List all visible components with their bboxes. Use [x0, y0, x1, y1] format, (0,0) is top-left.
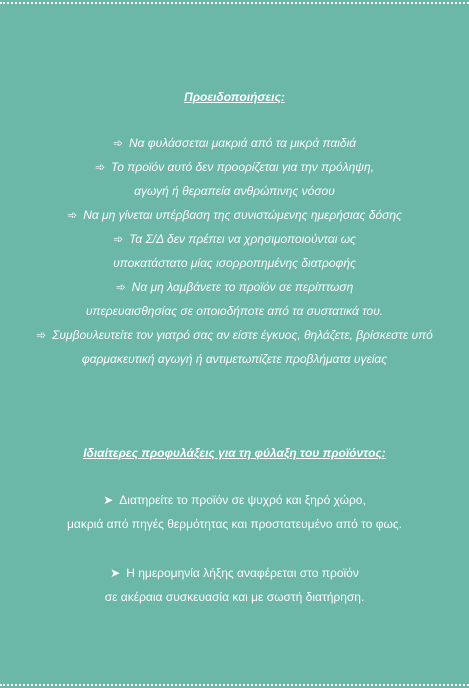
storage-title: Ιδιαίτερες προφυλάξεις για τη φύλαξη του προϊόντος:: [83, 446, 386, 460]
warning-item-6-cont: φαρμακευτική αγωγή ή αντιμετωπίζετε προβλήματα υγείας: [81, 352, 388, 366]
triangle-bullet-icon: ➤: [110, 566, 121, 580]
arrow-bullet-icon: ➾: [115, 280, 126, 294]
top-dotted-divider: [0, 2, 469, 4]
storage-item-2: [0, 565, 469, 581]
storage-text: Διατηρείτε το προϊόν σε ψυχρό και ξηρό χώρο,: [119, 493, 366, 507]
bottom-dotted-divider: [0, 684, 469, 686]
storage-item-1-cont: μακριά από πηγές θερμότητας και προστατευμένο από το φως.: [66, 517, 403, 531]
warning-item-6: [0, 327, 469, 343]
warning-item-2: [0, 159, 469, 175]
storage-item-1: [0, 492, 469, 508]
triangle-bullet-icon: ➤: [103, 493, 114, 507]
arrow-bullet-icon: ➾: [112, 136, 123, 150]
warning-item-3: [0, 207, 469, 223]
warning-text: Τα Σ/Δ δεν πρέπει να χρησιμοποιούνται ως: [129, 232, 356, 246]
warning-item-1: [0, 135, 469, 151]
warning-text: Να φυλάσσεται μακριά από τα μικρά παιδιά: [128, 136, 357, 150]
storage-text: Η ημερομηνία λήξης αναφέρεται στο προϊόν: [126, 566, 359, 580]
storage-item-2-cont: σε ακέραια συσκευασία και με σωστή διατήρηση.: [104, 590, 365, 604]
warning-item-5-cont: υπερευαισθησίας σε οποιοδήποτε από τα συστατικά του.: [85, 304, 384, 318]
warning-text: Να μη γίνεται υπέρβαση της συνιστώμενης ημερήσιας δόσης: [83, 208, 402, 222]
warning-item-2-cont: αγωγή ή θεραπεία ανθρώπινης νόσου: [134, 184, 335, 198]
arrow-bullet-icon: ➾: [113, 232, 124, 246]
warning-item-5: [0, 279, 469, 295]
arrow-bullet-icon: ➾: [67, 208, 78, 222]
warning-item-4: [0, 231, 469, 247]
warning-item-4-cont: υποκατάστατο μίας ισορροπημένης διατροφής: [113, 256, 356, 270]
arrow-bullet-icon: ➾: [94, 160, 106, 174]
warning-text: Το προϊόν αυτό δεν προορίζεται για την πρόληψη,: [111, 160, 375, 174]
warning-text: Συμβουλευτείτε τον γιατρό σας αν είστε έγκυος, θηλάζετε, βρίσκεστε υπό: [52, 328, 433, 342]
warnings-title: Προειδοποιήσεις:: [184, 90, 285, 104]
warning-text: Να μη λαμβάνετε το προϊόν σε περίπτωση: [131, 280, 354, 294]
arrow-bullet-icon: ➾: [36, 328, 47, 342]
